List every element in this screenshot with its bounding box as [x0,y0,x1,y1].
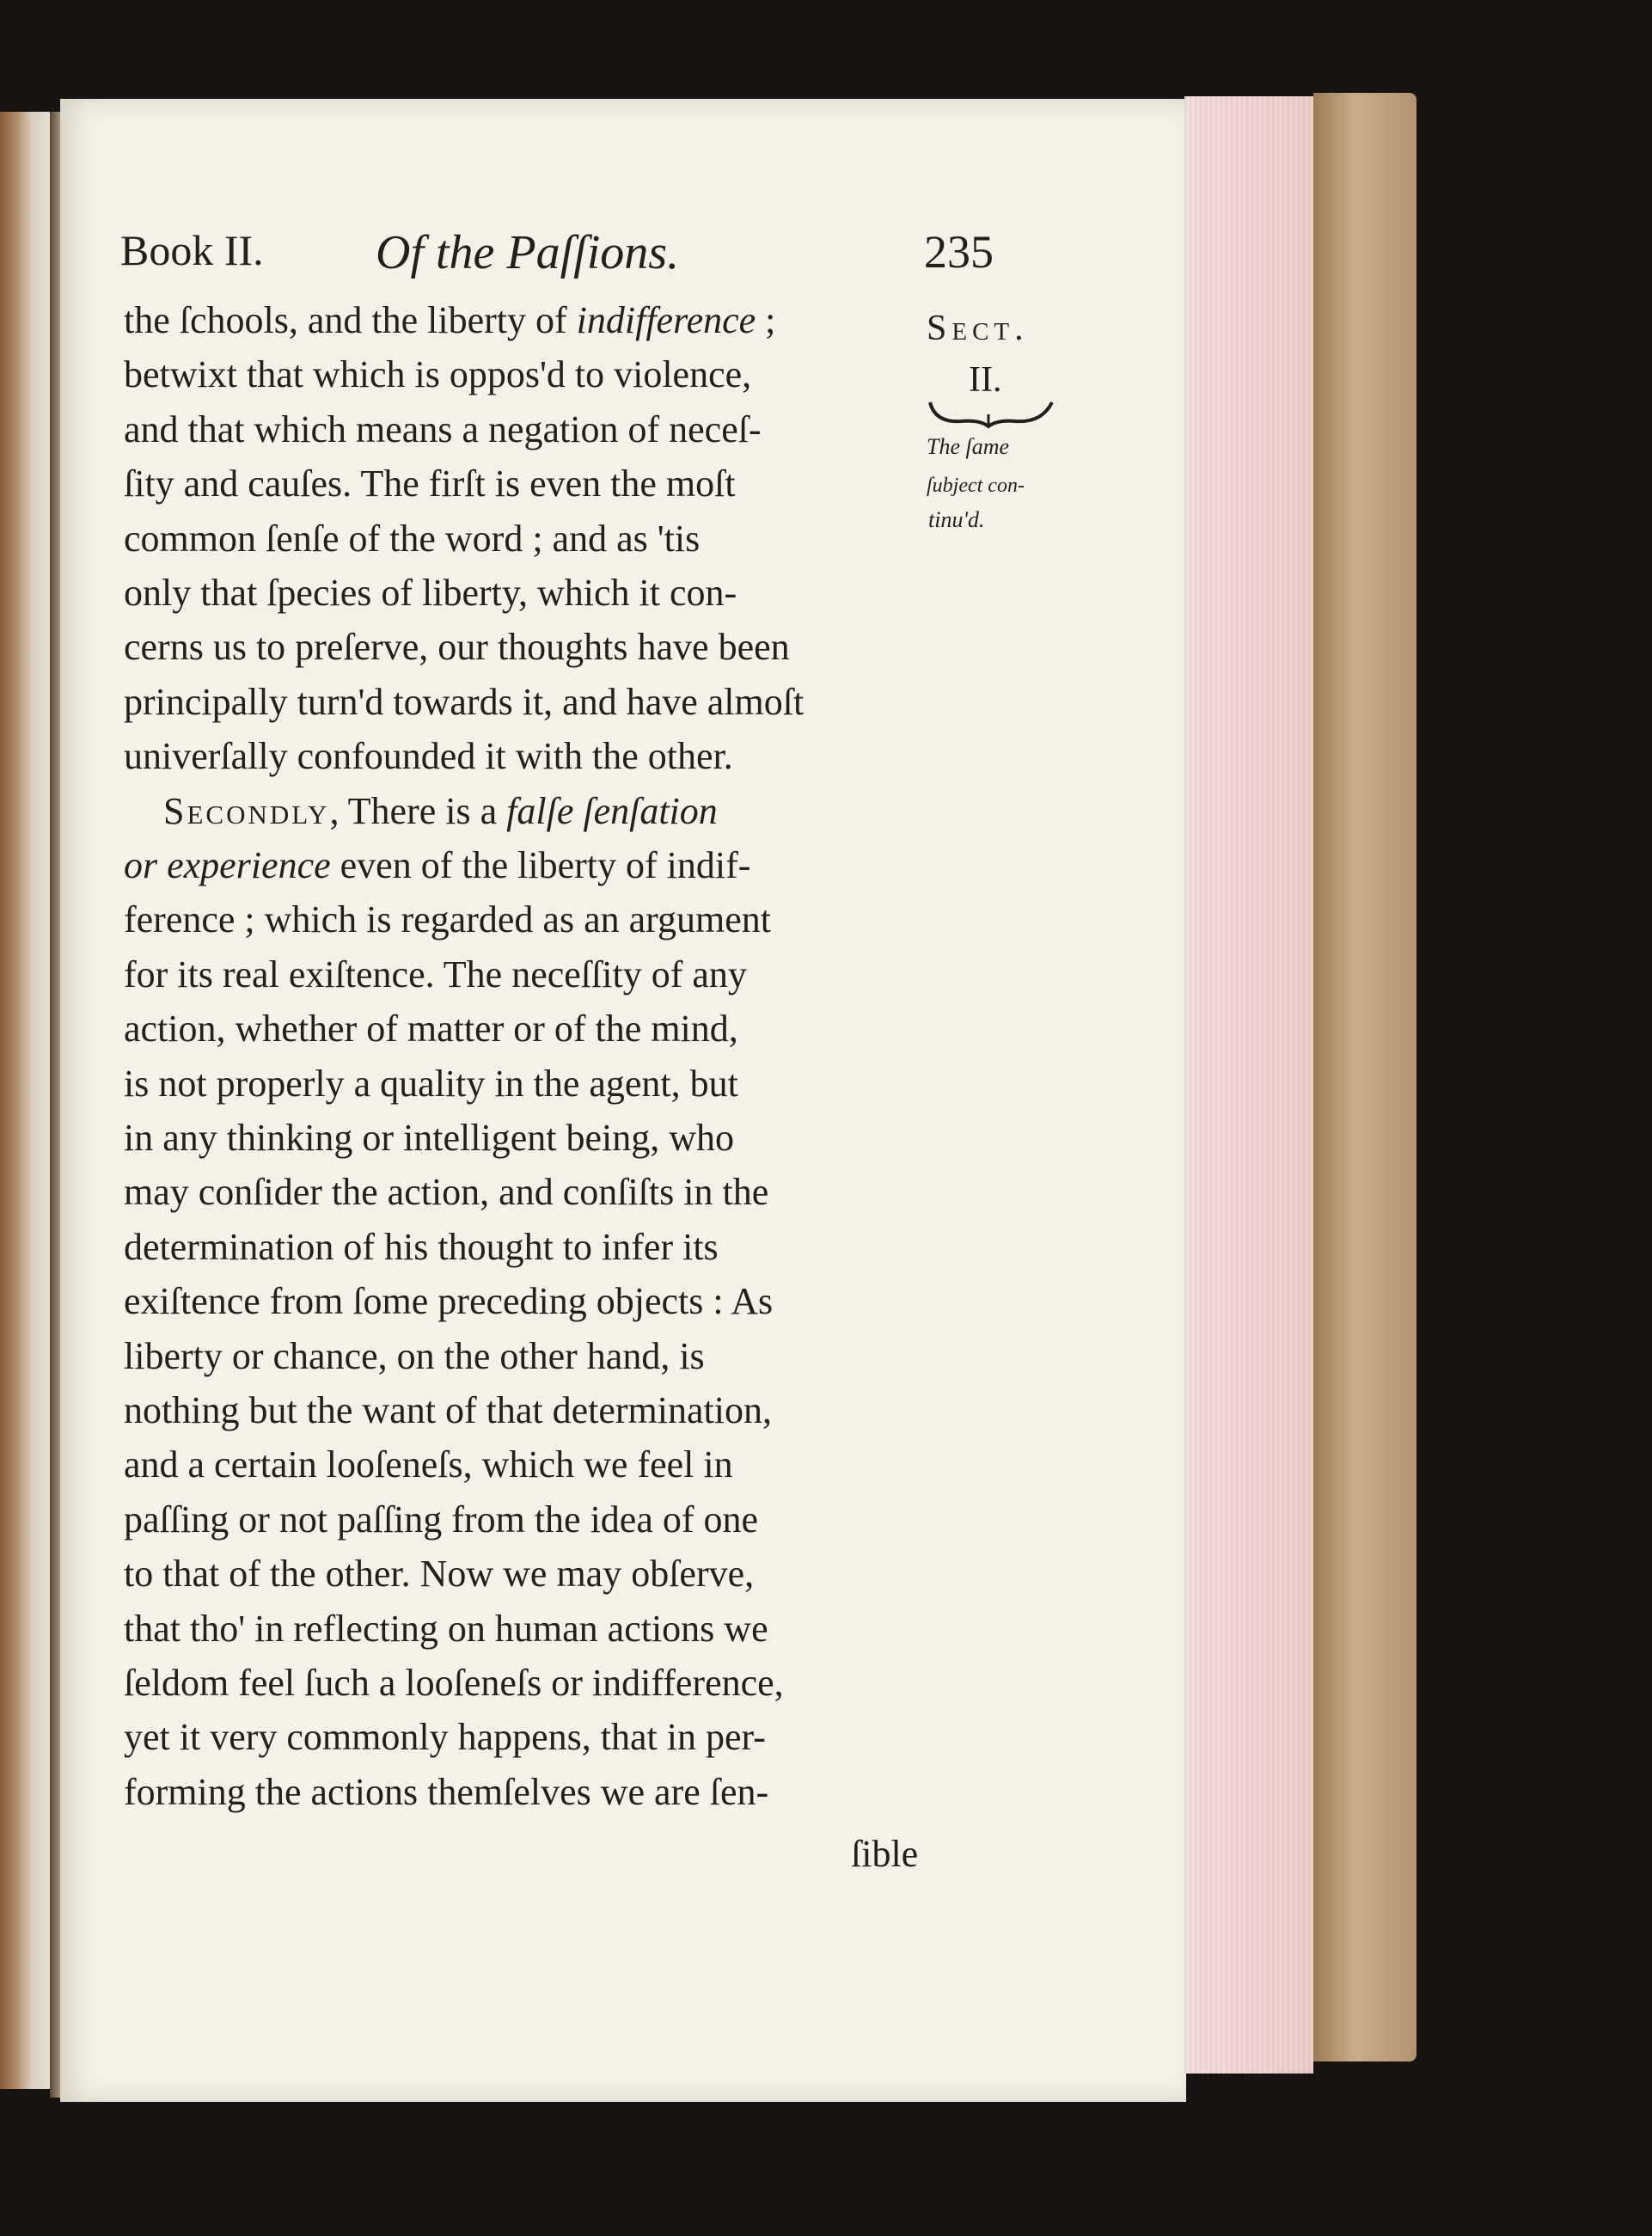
text-run: cerns us to preſerve, our thoughts have been [124,626,790,669]
text-line [163,789,923,833]
text-run: determination of his thought to infer its [124,1225,719,1268]
text-line [124,1715,923,1759]
running-head-book: Book II. [120,226,264,274]
text-run: for its real exiſtence. The neceſſity of any [124,953,747,995]
margin-note-line: ſubject con- [927,475,1025,497]
text-run: forming the actions themſelves we are ſen- [124,1770,769,1813]
text-run: in any thinking or intelligent being, who [124,1117,735,1159]
text-run: betwixt that which is oppos'd to violence, [124,353,752,396]
margin-brace [927,397,1055,430]
text-line [124,1607,923,1651]
text-line [124,1170,923,1214]
text-line [124,462,923,505]
margin-note-line: tinu'd. [928,507,985,532]
text-run: liberty or chance, on the other hand, is [124,1334,705,1377]
text-run: , There is a [329,789,507,832]
margin-section-label: Sect. [927,309,1029,348]
text-line [124,1225,923,1269]
text-line [124,1552,923,1596]
text-line [124,1007,923,1051]
text-run: that tho' in reflecting on human actions we [124,1607,768,1650]
text-run: ſeldom feel ſuch a looſeneſs or indifference, [124,1662,784,1704]
text-line [124,734,923,778]
text-run: ſity and cauſes. The firſt is even the moſt [124,463,736,505]
text-line [124,1388,923,1432]
text-run: only that ſpecies of liberty, which it con- [124,572,737,614]
text-line [124,517,923,561]
book-cover-edge [1313,93,1416,2061]
text-run: action, whether of matter or of the mind, [124,1008,738,1051]
italic-phrase: or experience [124,844,331,886]
text-run: may conſider the action, and conſiſts in the [124,1171,769,1214]
text-line [124,953,923,996]
running-head-title: Of the Paſſions. [376,226,680,279]
margin-section-number: II. [969,360,1002,400]
page-number: 235 [924,226,994,278]
text-run: exiſtence from ſome preceding objects : As [124,1280,774,1323]
page-fore-edge [1184,96,1313,2074]
text-run: ference ; which is regarded as an argument [124,898,771,941]
previous-page-edge [0,112,53,2089]
italic-phrase: indifference [576,299,756,341]
text-line [124,843,923,887]
text-run: is not properly a quality in the agent, but [124,1062,738,1105]
catchword: ſible [851,1833,919,1875]
text-line [124,1334,923,1378]
text-line [124,625,923,669]
text-run: to that of the other. Now we may obſerve, [124,1553,755,1596]
text-line [124,1443,923,1486]
text-run: nothing but the want of that determination, [124,1389,772,1431]
text-line [124,1770,923,1814]
text-line [124,680,923,724]
text-line [124,1661,923,1705]
text-line [124,1062,923,1106]
text-run: and a certain looſeneſs, which we feel in [124,1443,733,1486]
text-run: yet it very commonly happens, that in per- [124,1716,766,1759]
text-run: the ſchools, and the liberty of [124,299,577,341]
italic-phrase: falſe ſenſation [506,789,718,832]
text-run: univerſally confounded it with the other. [124,735,733,778]
text-run: ; [756,299,776,341]
text-line [124,897,923,941]
text-line [124,571,923,615]
text-run: even of the liberty of indif- [330,844,751,886]
text-run: and that which means a negation of neceſ- [124,407,762,450]
small-caps-word: Secondly [163,789,330,832]
text-line [124,298,923,342]
text-run: principally turn'd towards it, and have almoſt [124,680,805,723]
margin-note-line: The ſame [927,434,1010,459]
text-run: paſſing or not paſſing from the idea of one [124,1498,759,1541]
text-line [124,407,923,451]
text-line [124,1279,923,1323]
text-line [124,352,923,396]
text-line [124,1498,923,1541]
text-line [124,1116,923,1160]
text-run: common ſenſe of the word ; and as 'tis [124,517,701,560]
